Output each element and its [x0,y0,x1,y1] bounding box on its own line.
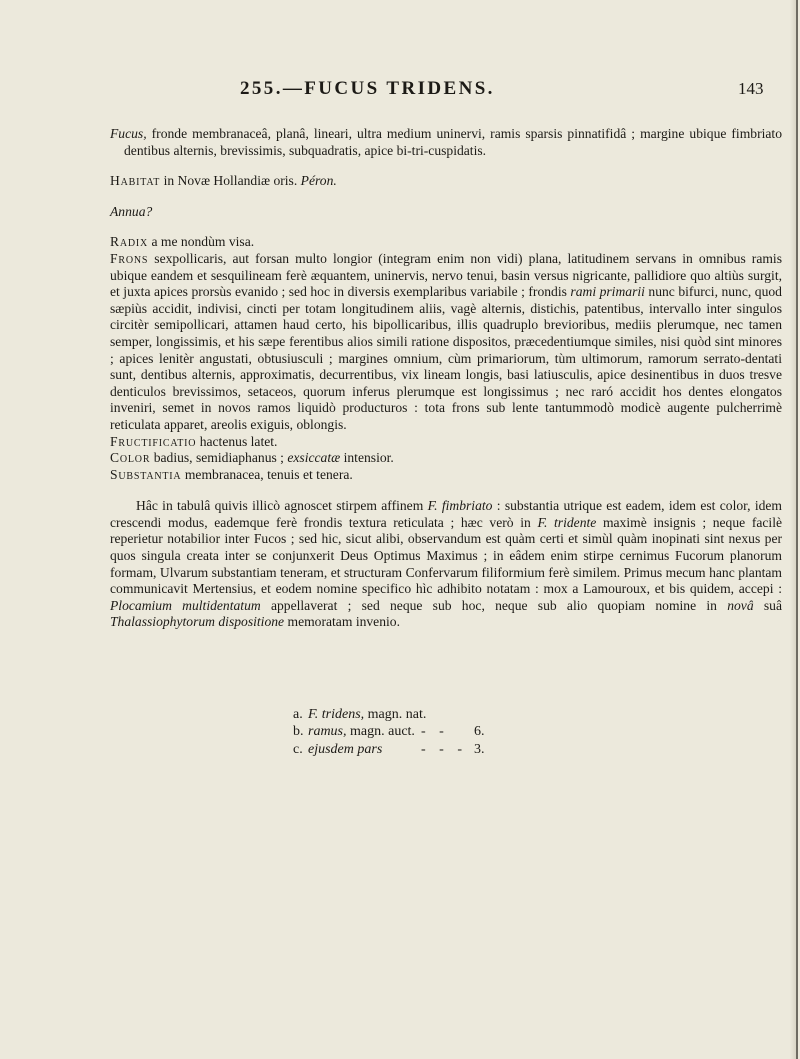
plate-description [308,723,415,740]
plate-letter: c. [293,741,303,757]
obs-text-6: memoratam invenio. [284,614,400,630]
page-edge-line [796,0,798,1059]
obs-text-1: Hâc in tabulâ quivis illicò agnoscet stirpem affinem [136,498,428,514]
diagnosis-text: fronde membranaceâ, planâ, lineari, ultra medium uninervi, ramis sparsis pinnatifidâ ; margine ubique fimbriato dentibus alternis, brevissimis, subquadratis, apice bi-tri-cuspidatis. [124,126,782,158]
plate-letter: b. [293,724,304,740]
duration-note: Annua? [110,203,153,219]
obs-text-3: maximè insignis ; neque facilè reperietur notabilior inter Fucos ; sed hic, sicut alibi, observandum est quàm certi et simùl quàm inopinati sint nexus per quos singula creata inter se conjunxerit Deus Optimus Maximus ; in eâdem enim stirpe cernimus Fucorum planorum formam, Ulvarum substantiam teneram, et structuram Confervarum filiformium ferè similem. Primus mecum hanc plantam communicavit Mertensius, et eodem nomine specifico hìc adhibito notatam : mox a Lamouroux, et bis quidem, accepi : [110,514,783,597]
plate-letter: a. [293,707,303,722]
radix-text: a me nondùm visa. [148,234,255,250]
obs-fimbriato: F. fimbriato [427,498,493,514]
plate-name: F. tridens, [308,707,365,722]
frons-text-1: sexpollicaris, aut forsan multo longior (integram enim non vidi) plana, latitudinem servans in omnibus ramis ubique eandem et sesquilineam ferè æquantem, uninervis, nervo tenui, basin versus nigricante, pallidiore quo altiùs surgit, et juxta apices prorsùs evanido ; sed hoc in diversis exemplaribus variabile ; frondis [110,250,782,300]
color-label: Color [110,450,151,466]
frons-text-2: nunc bifurci, nunc, quod sæpiùs accidit, indivisi, cincti per totam longitudinem aliis, vagè alternis, distichis, patentibus, intervallo inter singulos circitèr semipollicari, attamen haud certo, his bipollicaribus, illis quadruplo brevioribus, mediis plerumque, nec tamen semper, longissimis, et his sæpe ferentibus alios simili ratione dispositos, præcedentiumque similes, nisi quòd sint minores ; apices lenitèr angustati, obtusiusculi ; margines omnium, cùm primariorum, tùm ultimorum, ramorum serrato-dentati sunt, dentibus alternis, approximatis, decurrentibus, vix lineam longis, basi latiusculis, apice desinentibus in duos tresve denticulos brevissimos, setaceos, quorum inferus plerumque est longissimus ; nec raró accidit hos dentes elongatos inveniri, semet in novos ramos liquidò producturos : tota frons sub lente tantummodò modicè augente pulcherrimè reticulata apparet, areolis exiguis, oblongis. [110,284,782,432]
plate-description [308,706,426,723]
page-header [0,78,800,102]
obs-text-2: : substantia utrique est eadem, idem est color, idem crescendi modus, eademque ferè frondis textura reticulata ; hæc verò in [110,498,783,530]
diagnosis-genus: Fucus, [110,126,147,141]
obs-plocamium: Plocamium multidentatum [110,597,261,613]
obs-nova: novâ [727,597,754,613]
substantia-text: membranacea, tenuis et tenera. [181,466,353,482]
obs-thalassio: Thalassiophytorum dispositione [110,614,285,630]
color-text: badius, semidiaphanus ; [150,450,288,466]
radix-paragraph [110,234,782,251]
substantia-paragraph [110,467,782,484]
plate-name: ramus, [308,724,347,740]
habitat-paragraph [110,173,782,190]
fructificatio-label: Fructificatio [110,433,197,449]
running-title: 255.—FUCUS TRIDENS. [240,78,495,99]
fructificatio-paragraph [110,434,782,451]
frons-rami-primarii: rami primarii [570,284,645,300]
plate-magnification: 6. [474,724,485,740]
obs-tridente: F. tridente [537,514,597,530]
body-text [110,126,782,631]
plate-description [308,741,382,758]
plate-magnification: 3. [474,741,485,757]
plate-detail: magn. nat. [364,707,427,722]
observations-paragraph [110,498,782,631]
color-text-2: intensior. [340,450,394,466]
frons-label: Frons [110,250,149,266]
obs-text-5: suâ [753,597,782,613]
radix-label: Radix [110,234,149,250]
substantia-label: Substantia [110,466,182,482]
description-block [110,234,782,483]
habitat-label: Habitat [110,173,161,189]
frons-paragraph [110,251,782,434]
plate-dots: - - - [421,741,467,757]
plate-detail: magn. auct. [346,724,415,740]
habitat-text: in Novæ Hollandiæ oris. [160,173,301,189]
color-paragraph [110,450,782,467]
plate-name: ejusdem pars [308,741,383,757]
obs-text-4: appellaverat ; sed neque sub hoc, neque sub alio quopiam nomine in [260,597,728,613]
habitat-collector: Péron. [300,173,337,189]
color-exsiccatae: exsiccatæ [287,450,341,466]
fructificatio-text: hactenus latet. [196,433,278,449]
page-number: 143 [738,79,764,98]
diagnosis-paragraph [110,126,782,159]
plate-dots: - - [421,724,449,740]
